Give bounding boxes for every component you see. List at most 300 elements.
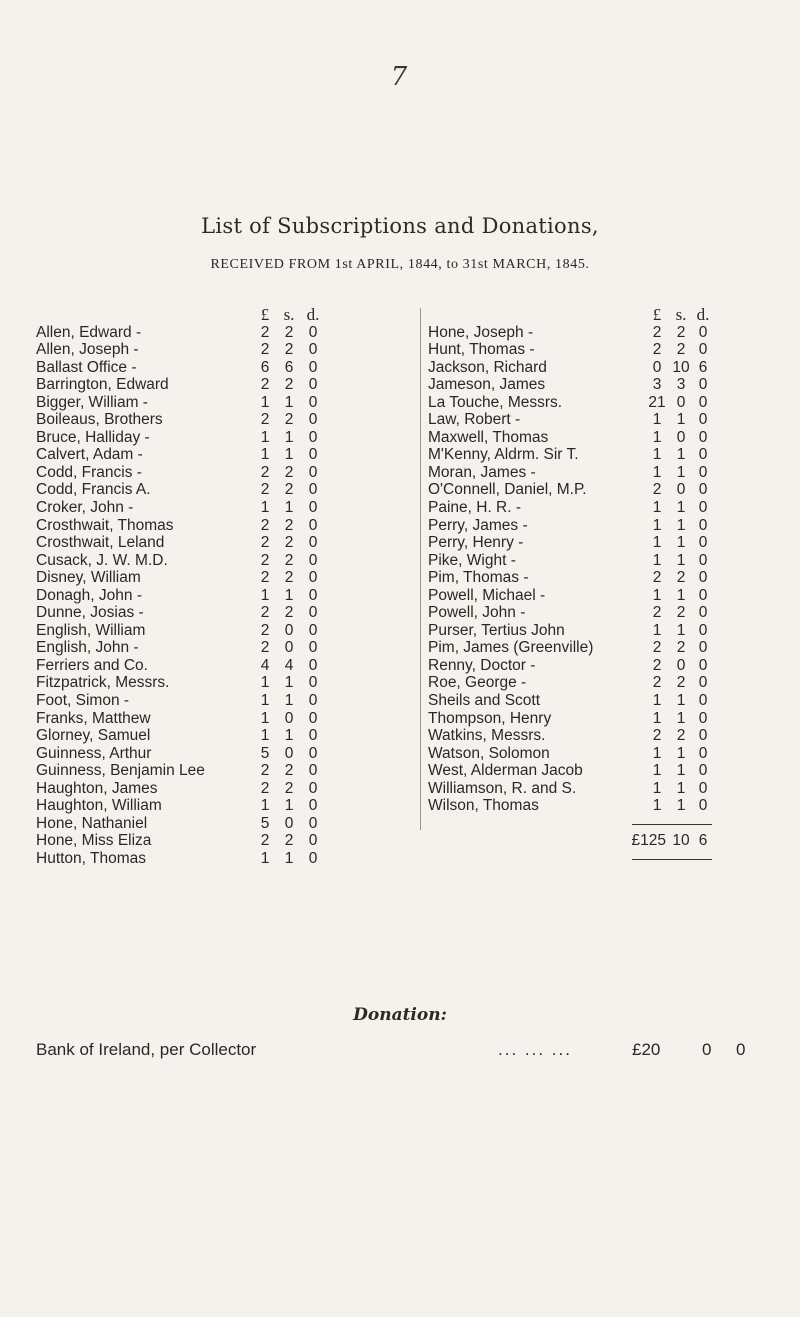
pounds-value: 1 (652, 428, 662, 446)
shillings-value: 2 (284, 551, 294, 569)
subscription-row (36, 797, 416, 815)
pounds-value: 2 (260, 779, 270, 797)
pounds-value: 3 (652, 376, 662, 394)
page-number: 7 (390, 62, 408, 92)
subscriber-name: Haughton, William (36, 797, 162, 815)
subscription-row (36, 622, 416, 640)
shillings-value: 2 (284, 481, 294, 499)
left-subscription-list (36, 324, 416, 868)
currency-header-left (36, 306, 416, 324)
pence-value: 0 (698, 586, 708, 604)
subscriber-name: Codd, Francis A. (36, 481, 151, 499)
subscription-row (36, 569, 416, 587)
subscriber-name: Powell, Michael - (428, 586, 546, 604)
right-subscription-list (428, 324, 800, 815)
pounds-value: 1 (652, 411, 662, 429)
pounds-value: 1 (652, 516, 662, 534)
subscriber-name: Perry, Henry - (428, 534, 524, 552)
subscription-row (36, 359, 416, 377)
pence-value: 6 (698, 358, 708, 376)
subscription-row (428, 745, 800, 763)
subscription-row (428, 639, 800, 657)
shillings-value: 2 (284, 762, 294, 780)
pounds-value: 2 (260, 832, 270, 850)
pounds-value: 0 (652, 358, 662, 376)
subscription-row (36, 517, 416, 535)
shillings-value: 1 (284, 849, 294, 867)
subscription-row (428, 552, 800, 570)
subscription-row (36, 815, 416, 833)
pounds-value: 2 (260, 621, 270, 639)
pence-value: 0 (698, 656, 708, 674)
subscriber-name: Haughton, James (36, 779, 158, 797)
pence-value: 0 (308, 797, 318, 815)
shillings-value: 1 (676, 411, 686, 429)
subscriber-name: Codd, Francis - (36, 463, 142, 481)
subscriber-name: Guinness, Benjamin Lee (36, 762, 205, 780)
pence-value: 0 (308, 376, 318, 394)
subscription-row (36, 552, 416, 570)
subscriber-name: Wilson, Thomas (428, 797, 539, 815)
shillings-value: 1 (284, 499, 294, 517)
subscriber-name: English, William (36, 621, 146, 639)
subscriber-name: Ballast Office - (36, 358, 137, 376)
shillings-value: 1 (284, 692, 294, 710)
pounds-value: 2 (260, 551, 270, 569)
donation-name: Bank of Ireland, per Collector (36, 1040, 257, 1059)
subscriber-name: Boileaus, Brothers (36, 411, 163, 429)
pence-value: 0 (308, 744, 318, 762)
shillings-value: 2 (284, 376, 294, 394)
pounds-value: 1 (652, 551, 662, 569)
pounds-header: £ (652, 305, 662, 324)
pence-value: 0 (698, 709, 708, 727)
total-rule-top (428, 815, 800, 833)
subscriber-name: Crosthwait, Thomas (36, 516, 174, 534)
subscriber-name: Allen, Edward - (36, 323, 142, 341)
subscriber-name: Hone, Joseph - (428, 323, 534, 341)
subscription-row (36, 376, 416, 394)
subscriber-name: Moran, James - (428, 463, 536, 481)
shillings-value: 0 (676, 656, 686, 674)
pence-value: 0 (308, 463, 318, 481)
pence-value: 0 (308, 551, 318, 569)
subscription-row (428, 341, 800, 359)
shillings-value: 1 (284, 797, 294, 815)
shillings-value: 1 (284, 727, 294, 745)
shillings-value: 4 (284, 656, 294, 674)
pence-value: 0 (698, 621, 708, 639)
shillings-value: 0 (676, 393, 686, 411)
pounds-value: 2 (260, 534, 270, 552)
pounds-value: 1 (652, 621, 662, 639)
pence-value: 0 (308, 692, 318, 710)
subscriber-name: Foot, Simon - (36, 692, 130, 710)
subscriber-name: West, Alderman Jacob (428, 762, 583, 780)
pence-value: 0 (698, 411, 708, 429)
pence-value: 0 (698, 428, 708, 446)
pounds-value: 1 (260, 674, 270, 692)
shillings-value: 2 (284, 341, 294, 359)
subscription-row (428, 464, 800, 482)
pounds-value: 5 (260, 814, 270, 832)
shillings-value: 1 (676, 621, 686, 639)
subscription-row (36, 587, 416, 605)
pounds-value: 2 (652, 604, 662, 622)
pounds-value: 2 (260, 463, 270, 481)
subscriber-name: Roe, George - (428, 674, 527, 692)
pence-value: 0 (308, 569, 318, 587)
total-rule-bottom (428, 850, 800, 868)
subscriber-name: Dunne, Josias - (36, 604, 144, 622)
subscription-row (36, 534, 416, 552)
subscription-row (428, 657, 800, 675)
pence-value: 0 (698, 393, 708, 411)
pounds-value: 1 (652, 446, 662, 464)
subscription-row (428, 692, 800, 710)
subscription-row (36, 604, 416, 622)
pence-value: 0 (308, 832, 318, 850)
shillings-value: 2 (284, 411, 294, 429)
shillings-value: 1 (676, 463, 686, 481)
donation-leader-dots: ... ... ... (498, 1040, 572, 1059)
shillings-value: 0 (676, 481, 686, 499)
subscription-row (428, 394, 800, 412)
subscriber-name: Williamson, R. and S. (428, 779, 577, 797)
shillings-value: 2 (676, 341, 686, 359)
pence-value: 0 (308, 674, 318, 692)
pence-value: 0 (308, 604, 318, 622)
total-pounds: £125 (631, 832, 666, 850)
subscriber-name: Calvert, Adam - (36, 446, 143, 464)
pounds-value: 1 (652, 779, 662, 797)
shillings-value: 1 (284, 446, 294, 464)
donation-shillings: 0 (702, 1040, 712, 1059)
shillings-value: 0 (284, 621, 294, 639)
subscriber-name: Croker, John - (36, 499, 134, 517)
subscriber-name: Glorney, Samuel (36, 727, 151, 745)
subscriber-name: Hutton, Thomas (36, 849, 146, 867)
subscriber-name: Barrington, Edward (36, 376, 169, 394)
pounds-value: 1 (260, 849, 270, 867)
pence-value: 0 (698, 779, 708, 797)
shillings-value: 2 (284, 323, 294, 341)
pounds-value: 2 (260, 481, 270, 499)
pence-value: 0 (698, 692, 708, 710)
subscriber-name: Disney, William (36, 569, 141, 587)
pence-value: 0 (308, 656, 318, 674)
subscriber-name: Hone, Nathaniel (36, 814, 148, 832)
subscriber-name: Ferriers and Co. (36, 656, 148, 674)
pounds-value: 2 (260, 516, 270, 534)
subscription-row (428, 324, 800, 342)
subscriptions-right-column (428, 306, 800, 868)
pence-value: 0 (308, 814, 318, 832)
pounds-value: 6 (260, 358, 270, 376)
pence-value: 0 (698, 762, 708, 780)
pence-value: 0 (308, 499, 318, 517)
pence-header: d. (696, 305, 710, 324)
shillings-value: 1 (676, 551, 686, 569)
subscriber-name: Hone, Miss Eliza (36, 832, 152, 850)
shillings-value: 2 (676, 323, 686, 341)
pounds-value: 2 (260, 411, 270, 429)
shillings-value: 2 (676, 674, 686, 692)
pounds-value: 2 (260, 376, 270, 394)
pence-value: 0 (308, 393, 318, 411)
total-shillings: 10 (672, 832, 690, 850)
pounds-value: 1 (652, 534, 662, 552)
subscriber-name: Thompson, Henry (428, 709, 552, 727)
subscriptions-total (428, 832, 800, 850)
shillings-value: 2 (676, 604, 686, 622)
pounds-value: 2 (260, 639, 270, 657)
subscription-row (428, 376, 800, 394)
shillings-value: 1 (676, 534, 686, 552)
pounds-value: 2 (652, 481, 662, 499)
subscription-row (428, 517, 800, 535)
subscriber-name: Franks, Matthew (36, 709, 151, 727)
pence-value: 0 (698, 674, 708, 692)
subscription-row (428, 429, 800, 447)
subscriber-name: Fitzpatrick, Messrs. (36, 674, 170, 692)
pence-value: 0 (308, 621, 318, 639)
subscriber-name: Bigger, William - (36, 393, 148, 411)
pounds-value: 1 (260, 727, 270, 745)
currency-header-right (428, 306, 800, 324)
shillings-value: 1 (284, 393, 294, 411)
pounds-value: 5 (260, 744, 270, 762)
subscriber-name: Bruce, Halliday - (36, 428, 150, 446)
pence-value: 0 (698, 481, 708, 499)
donation-heading: Donation: (353, 1005, 447, 1025)
pounds-value: 2 (260, 341, 270, 359)
pence-header: d. (306, 305, 320, 324)
subscription-row (36, 832, 416, 850)
pence-value: 0 (698, 499, 708, 517)
pence-value: 0 (308, 534, 318, 552)
shillings-value: 1 (676, 709, 686, 727)
pence-value: 0 (308, 358, 318, 376)
shillings-value: 2 (676, 569, 686, 587)
pence-value: 0 (308, 849, 318, 867)
subscription-row (428, 411, 800, 429)
subscriber-name: Donagh, John - (36, 586, 142, 604)
subscription-row (36, 745, 416, 763)
pounds-value: 2 (260, 762, 270, 780)
shillings-value: 2 (676, 639, 686, 657)
pounds-value: 2 (652, 674, 662, 692)
subscriber-name: Renny, Doctor - (428, 656, 536, 674)
shillings-value: 1 (676, 762, 686, 780)
pence-value: 0 (308, 341, 318, 359)
shillings-value: 2 (676, 727, 686, 745)
subscription-row (36, 341, 416, 359)
subscription-row (428, 569, 800, 587)
pounds-value: 2 (260, 569, 270, 587)
pence-value: 0 (698, 569, 708, 587)
shillings-value: 0 (284, 639, 294, 657)
subscriber-name: English, John - (36, 639, 139, 657)
shillings-value: 10 (672, 358, 690, 376)
subscription-row (36, 446, 416, 464)
subscriber-name: Law, Robert - (428, 411, 521, 429)
subscriber-name: Cusack, J. W. M.D. (36, 551, 168, 569)
shillings-value: 2 (284, 832, 294, 850)
subscriber-name: La Touche, Messrs. (428, 393, 563, 411)
subscription-row (428, 674, 800, 692)
pounds-value: 1 (652, 499, 662, 517)
subscription-row (428, 762, 800, 780)
subscriber-name: M'Kenny, Aldrm. Sir T. (428, 446, 579, 464)
pence-value: 0 (698, 727, 708, 745)
subscription-row (428, 446, 800, 464)
subscription-row (428, 622, 800, 640)
pence-value: 0 (308, 516, 318, 534)
subscription-row (428, 534, 800, 552)
pounds-header: £ (260, 305, 270, 324)
subscription-row (36, 727, 416, 745)
subscription-row (428, 587, 800, 605)
subscription-row (36, 324, 416, 342)
pounds-value: 2 (652, 639, 662, 657)
pence-value: 0 (698, 516, 708, 534)
shillings-value: 1 (676, 499, 686, 517)
page-subtitle: RECEIVED FROM 1st APRIL, 1844, to 31st MARCH, 1845. (210, 257, 590, 272)
page-title: List of Subscriptions and Donations, (201, 214, 599, 238)
subscription-row (36, 710, 416, 728)
column-divider (420, 308, 421, 830)
pounds-value: 2 (652, 727, 662, 745)
subscription-row (428, 797, 800, 815)
pence-value: 0 (308, 779, 318, 797)
pence-value: 0 (308, 428, 318, 446)
pence-value: 0 (698, 446, 708, 464)
donation-pounds: £20 (632, 1040, 661, 1059)
subscription-row (36, 692, 416, 710)
pounds-value: 1 (260, 446, 270, 464)
pounds-value: 2 (260, 604, 270, 622)
pounds-value: 1 (652, 709, 662, 727)
shillings-value: 0 (676, 428, 686, 446)
pounds-value: 2 (260, 323, 270, 341)
pounds-value: 2 (652, 569, 662, 587)
shillings-value: 2 (284, 463, 294, 481)
shillings-value: 6 (284, 358, 294, 376)
total-pence: 6 (698, 832, 708, 850)
subscriber-name: Paine, H. R. - (428, 499, 522, 517)
pence-value: 0 (308, 481, 318, 499)
subscription-row (428, 710, 800, 728)
pence-value: 0 (698, 463, 708, 481)
subscription-row (36, 464, 416, 482)
pence-value: 0 (308, 709, 318, 727)
shillings-header: s. (283, 305, 295, 324)
shillings-value: 1 (676, 586, 686, 604)
pence-value: 0 (308, 727, 318, 745)
shillings-value: 1 (676, 744, 686, 762)
shillings-value: 3 (676, 376, 686, 394)
shillings-value: 1 (284, 428, 294, 446)
pence-value: 0 (308, 323, 318, 341)
donation-pence: 0 (736, 1040, 746, 1059)
pence-value: 0 (698, 323, 708, 341)
shillings-value: 0 (284, 744, 294, 762)
pounds-value: 1 (260, 393, 270, 411)
subscriber-name: Watkins, Messrs. (428, 727, 546, 745)
subscription-row (36, 850, 416, 868)
subscriber-name: Crosthwait, Leland (36, 534, 165, 552)
pence-value: 0 (698, 797, 708, 815)
pence-value: 0 (698, 639, 708, 657)
pounds-value: 1 (260, 499, 270, 517)
pounds-value: 4 (260, 656, 270, 674)
pounds-value: 1 (652, 692, 662, 710)
shillings-value: 1 (284, 586, 294, 604)
subscription-row (36, 499, 416, 517)
shillings-value: 0 (284, 814, 294, 832)
pounds-value: 21 (648, 393, 666, 411)
subscriber-name: Guinness, Arthur (36, 744, 152, 762)
pence-value: 0 (698, 341, 708, 359)
subscriber-name: Hunt, Thomas - (428, 341, 535, 359)
pounds-value: 2 (652, 341, 662, 359)
pounds-value: 1 (652, 762, 662, 780)
shillings-value: 1 (676, 446, 686, 464)
pounds-value: 1 (652, 797, 662, 815)
shillings-value: 1 (284, 674, 294, 692)
subscriber-name: Pim, James (Greenville) (428, 639, 594, 657)
subscription-row (36, 657, 416, 675)
subscriber-name: Pim, Thomas - (428, 569, 529, 587)
shillings-value: 2 (284, 779, 294, 797)
subscription-row (428, 604, 800, 622)
shillings-value: 0 (284, 709, 294, 727)
subscriber-name: Jackson, Richard (428, 358, 547, 376)
shillings-value: 1 (676, 516, 686, 534)
pence-value: 0 (698, 604, 708, 622)
subscriber-name: Powell, John - (428, 604, 526, 622)
subscriber-name: Perry, James - (428, 516, 528, 534)
subscriber-name: Sheils and Scott (428, 692, 541, 710)
shillings-value: 2 (284, 534, 294, 552)
pounds-value: 1 (260, 586, 270, 604)
pence-value: 0 (698, 744, 708, 762)
pence-value: 0 (698, 376, 708, 394)
shillings-header: s. (675, 305, 687, 324)
subscription-row (36, 429, 416, 447)
pence-value: 0 (698, 534, 708, 552)
pounds-value: 1 (652, 744, 662, 762)
pounds-value: 1 (652, 463, 662, 481)
subscription-row (36, 674, 416, 692)
subscriber-name: Pike, Wight - (428, 551, 516, 569)
subscription-row (36, 481, 416, 499)
pence-value: 0 (308, 411, 318, 429)
subscriber-name: Watson, Solomon (428, 744, 550, 762)
subscriber-name: Purser, Tertius John (428, 621, 565, 639)
pence-value: 0 (698, 551, 708, 569)
shillings-value: 2 (284, 569, 294, 587)
pence-value: 0 (308, 446, 318, 464)
shillings-value: 1 (676, 779, 686, 797)
pounds-value: 1 (652, 586, 662, 604)
subscription-row (428, 727, 800, 745)
pence-value: 0 (308, 586, 318, 604)
subscription-row (428, 481, 800, 499)
subscriber-name: O'Connell, Daniel, M.P. (428, 481, 587, 499)
pounds-value: 2 (652, 656, 662, 674)
